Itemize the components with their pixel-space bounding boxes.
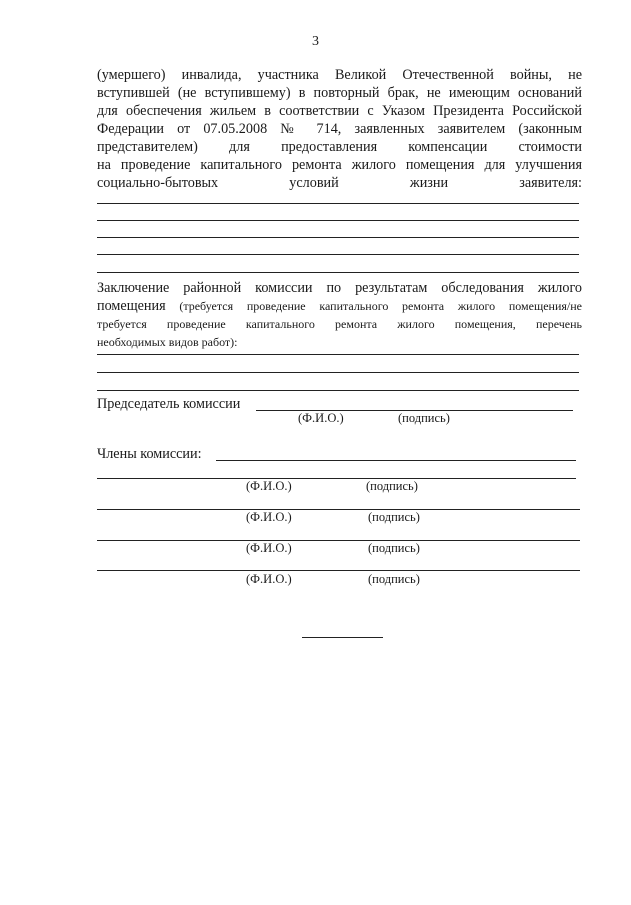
intro-line: представителем) для предоставления компенсации стоимости — [97, 139, 582, 155]
blank-line[interactable] — [97, 354, 579, 355]
blank-line[interactable] — [97, 390, 579, 391]
blank-line[interactable] — [97, 203, 579, 204]
intro-line: (умершего) инвалида, участника Великой Отечественной войны, не — [97, 67, 582, 83]
intro-line: социально-бытовых условий жизни заявителя: — [97, 175, 582, 191]
fio-caption: (Ф.И.О.) — [246, 510, 292, 524]
member-signature-line[interactable] — [97, 478, 576, 479]
signature-caption: (подпись) — [398, 411, 450, 425]
conclusion-line-rest: (требуется проведение капитального ремонта жилого помещения/не — [165, 299, 582, 313]
intro-line: вступившей (не вступившему) в повторный брак, не имеющим оснований — [97, 85, 582, 101]
signature-caption: (подпись) — [368, 572, 420, 586]
conclusion-line: Заключение районной комиссии по результатам обследования жилого — [97, 280, 582, 296]
page-number: 3 — [312, 34, 319, 49]
chairman-label: Председатель комиссии — [97, 396, 241, 412]
blank-line[interactable] — [97, 272, 579, 273]
blank-line[interactable] — [97, 254, 579, 255]
intro-line: на проведение капитального ремонта жилого помещения для улучшения — [97, 157, 582, 173]
fio-caption: (Ф.И.О.) — [246, 572, 292, 586]
conclusion-line: необходимых видов работ): — [97, 335, 238, 349]
blank-line[interactable] — [97, 220, 579, 221]
signature-caption: (подпись) — [368, 510, 420, 524]
conclusion-paragraph — [97, 279, 582, 351]
signature-caption: (подпись) — [368, 541, 420, 555]
blank-line[interactable] — [97, 237, 579, 238]
fio-caption: (Ф.И.О.) — [246, 541, 292, 555]
conclusion-line: требуется проведение капитального ремонта жилого помещения, перечень — [97, 317, 582, 331]
intro-line: Федерации от 07.05.2008 № 714, заявленных заявителем (законным — [97, 121, 582, 137]
signature-caption: (подпись) — [366, 479, 418, 493]
member-signature-line[interactable] — [216, 460, 576, 461]
fio-caption: (Ф.И.О.) — [298, 411, 344, 425]
member-signature-line[interactable] — [97, 570, 580, 571]
intro-line: для обеспечения жильем в соответствии с Указом Президента Российской — [97, 103, 582, 119]
members-label: Члены комиссии: — [97, 446, 202, 462]
conclusion-line-start: помещения — [97, 298, 166, 314]
blank-line[interactable] — [97, 372, 579, 373]
member-signature-line[interactable] — [97, 509, 580, 510]
fio-caption: (Ф.И.О.) — [246, 479, 292, 493]
end-separator-line — [302, 637, 383, 638]
conclusion-line — [97, 297, 582, 315]
intro-paragraph — [97, 66, 582, 192]
member-signature-line[interactable] — [97, 540, 580, 541]
